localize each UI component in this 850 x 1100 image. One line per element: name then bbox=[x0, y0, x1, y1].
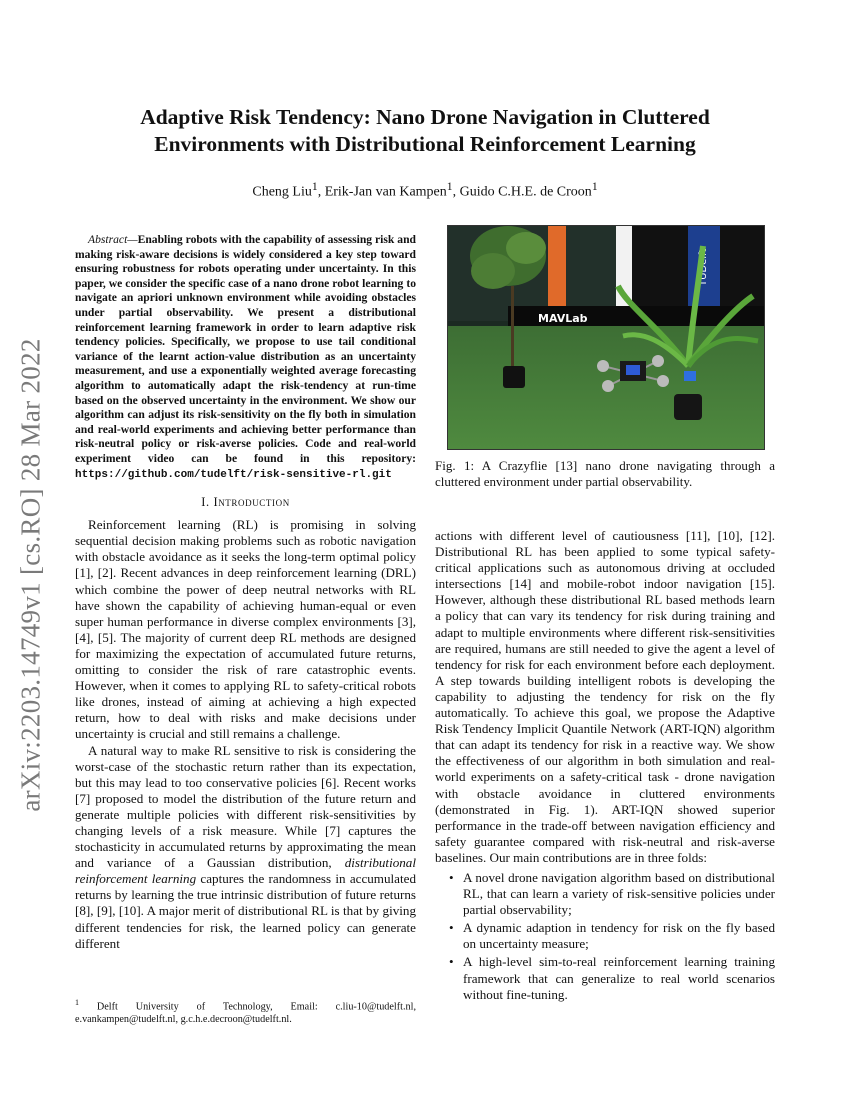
author-list bbox=[90, 180, 760, 201]
abstract-body: Enabling robots with the capability of assessing risk and making risk-aware decisions is widely considered a key step toward ensuring robustness for robots operating under uncertainty. In this paper, we consider the specific case of a nano drone robot learning to navigate an apriori unknown environment while avoiding obstacles under partial observability. We present a distributional reinforcement learning framework in order to learn adaptive risk tendency policies. Specifically, we propose to use tail conditional variance of the learnt action-value distribution as an uncertainty measurement, and use a exponentially weighted average forecasting algorithm to automatically adapt the risk-tendency at run-time based on the observed uncertainty in the environment. We show our algorithm can adjust its risk-sensitivity on the fly both in simulation and real-world experiments and achieving better performance than risk-neutral policy or risk-averse policies. Code and real-world experiment video can be found in this repository: bbox=[75, 233, 416, 465]
arxiv-side-label bbox=[10, 285, 52, 865]
banner-text: TUDelft bbox=[698, 248, 709, 286]
abstract-dash: — bbox=[127, 233, 138, 246]
orange-pole bbox=[548, 226, 566, 306]
intro-paragraph-2-a: A natural way to make RL sensitive to risk is considering the worst-case of the stochastic return rather than its expectation, but this may lead to too conservative policies [6]. Recent works [7] proposed to model the distribution of the future return and generate multiple policies with different risk-sensitivities by changing levels of a risk measure. While [7] captures the stochasticity in accumulated returns by approximating the mean and variance of a Gaussian distribution, bbox=[75, 742, 416, 871]
author-separator: , bbox=[452, 184, 460, 200]
abstract-label: Abstract bbox=[88, 233, 128, 246]
section-title: Introduction bbox=[213, 495, 290, 510]
affiliation-mark: 1 bbox=[446, 180, 453, 193]
affiliation-mark: 1 bbox=[311, 180, 318, 193]
emphasis-term: distributional reinforcement learning bbox=[75, 855, 416, 887]
intro-paragraph-2-b: captures the randomness in accumulated returns by learning the true intrinsic distribution of future returns [8], [9], [10]. A major merit of distributional RL is that by giving different tendencies for risk, the learned policy can generate different bbox=[75, 871, 416, 951]
contribution-list bbox=[435, 870, 775, 1003]
section-heading bbox=[75, 494, 416, 510]
list-item: • A novel drone navigation algorithm based on distributional RL, that can learn a variety of risk-sensitive policies under partial observability; bbox=[463, 870, 775, 918]
author-1: Cheng Liu bbox=[252, 184, 312, 200]
section-number: I. bbox=[201, 495, 210, 510]
footnote-text: Delft University of Technology, Email: c.liu-10@tudelft.nl, e.vankampen@tudelft.nl, g.c.h.e.decroon@tudelft.nl. bbox=[75, 1001, 416, 1026]
footnote bbox=[75, 996, 416, 1026]
list-item: • A high-level sim-to-real reinforcement learning training framework that can generalize to real world scenarios without fine-tuning. bbox=[463, 954, 775, 1002]
title-line-1: Adaptive Risk Tendency: Nano Drone Navigation in Cluttered bbox=[140, 105, 710, 129]
drone-scene-illustration bbox=[448, 226, 764, 449]
footnote-mark: 1 bbox=[75, 998, 79, 1007]
abstract bbox=[75, 233, 416, 482]
author-separator: , bbox=[317, 184, 325, 200]
affiliation-mark: 1 bbox=[591, 180, 598, 193]
right-paragraph-1: actions with different level of cautiousness [11], [10], [12]. Distributional RL has been applied to some typical safety-critical applications such as autonomous driving at occluded intersections [14] and mobile-robot indoor navigation [15]. However, although these distributional RL based methods learn a policy that can vary its tendency for risk during training and adapt to multiple environments where different risk-sensitivities are required, humans are still needed to give the agent a level of tendency for risk for each environment before each deployment. A step towards building intelligent robots is developing the capability to adjusting the tendency for risk on the fly automatically. To achieve this goal, we propose the Adaptive Risk Tendency Implicit Quantile Network (ART-IQN) algorithm that can adapt its tendency for risk in a reactive way. We show the effectiveness of our algorithm in both simulation and real-world experiments on a safety-critical task - drone navigation with obstacle avoidance in cluttered environments (demonstrated in Fig. 1). ART-IQN showed superior performance in the trade-off between navigation efficiency and safety guarantee compared with risk-neutral and risk-averse baselines. Our main contributions are in three folds: bbox=[435, 528, 775, 865]
left-column bbox=[75, 233, 416, 952]
author-3: Guido C.H.E. de Croon bbox=[459, 184, 592, 200]
figure-1-photo bbox=[447, 225, 765, 450]
paper-title bbox=[90, 104, 760, 158]
intro-paragraph-2 bbox=[75, 743, 416, 952]
arxiv-identifier: arXiv:2203.14749v1 [cs.RO] 28 Mar 2022 bbox=[15, 338, 46, 812]
repository-link[interactable]: https://github.com/tudelft/risk-sensitive-rl.git bbox=[75, 468, 392, 481]
figure-1-caption: Fig. 1: A Crazyflie [13] nano drone navigating through a cluttered environment under partial observability. bbox=[435, 458, 775, 490]
intro-paragraph-1: Reinforcement learning (RL) is promising in solving sequential decision making problems such as robotic navigation with obstacle avoidance as it seeks the long-term optimal policy [1], [2]. Recent advances in deep reinforcement learning (DRL) which combine the power of deep neutral networks with RL have shown the capability of achieving human-equal or even super human performance in diverse complex environments [3], [4], [5]. The majority of current deep RL methods are designed for maximizing the expectation of accumulated future returns, omitting to consider the risk of rare catastrophic events. However, when it comes to applying RL to safety-critical robots like drones, instead of aiming at achieving a high expected return, how to deal with risks and make decisions under uncertainty is crucial and still remains a challenge. bbox=[75, 517, 416, 742]
lab-logo-text: MAVLab bbox=[538, 312, 588, 325]
list-item: • A dynamic adaption in tendency for risk on the fly based on uncertainty measure; bbox=[463, 920, 775, 952]
title-line-2: Environments with Distributional Reinforcement Learning bbox=[154, 132, 696, 156]
author-2: Erik-Jan van Kampen bbox=[324, 184, 447, 200]
right-column bbox=[435, 528, 775, 1005]
